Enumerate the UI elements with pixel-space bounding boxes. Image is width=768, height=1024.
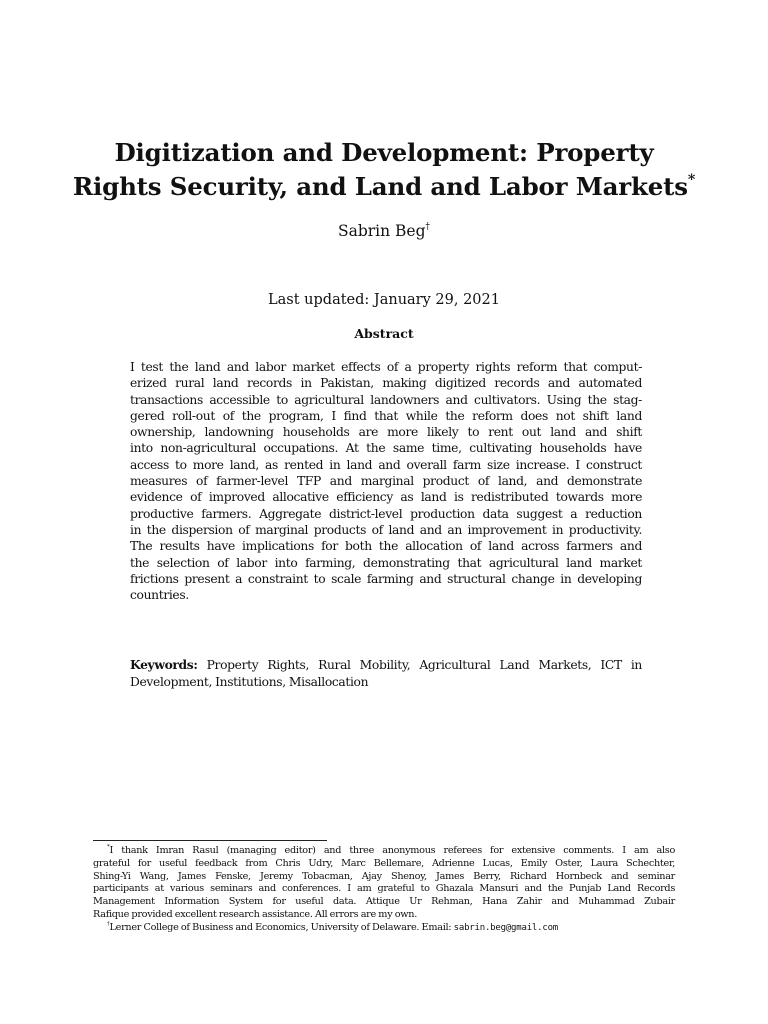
title-footnote-mark[interactable]: * <box>687 171 696 188</box>
footnotes <box>93 845 675 935</box>
abstract-line: into non-agricultural occupations. At the same time, cultivating households have <box>130 441 642 456</box>
abstract-line: ownership, landowning households are more likely to rent out land and shift <box>130 425 642 440</box>
title-line-2 <box>60 170 708 204</box>
footnote-1-text: I thank Imran Rasul (managing editor) and three anonymous referees for extensive comments. I am also <box>109 845 675 856</box>
keywords-text-1: Property Rights, Rural Mobility, Agricultural Land Markets, ICT in <box>206 658 643 672</box>
abstract-line: countries. <box>130 588 189 603</box>
abstract-line: I test the land and labor market effects of a property rights reform that comput- <box>130 360 642 374</box>
abstract-line: The results have implications for both the allocation of land across farmers and <box>130 539 642 554</box>
footnote-1-line: grateful for useful feedback from Chris Udry, Marc Bellemare, Adrienne Lucas, Emily Oster, Laura Schechter, <box>93 857 675 869</box>
abstract-body <box>130 359 642 603</box>
abstract-line: gered roll-out of the program, I find that while the reform does not shift land <box>130 408 642 423</box>
paper-title <box>60 136 708 204</box>
keywords-line-1 <box>130 656 642 674</box>
abstract-line: measures of farmer-level TFP and marginal product of land, and demonstrate <box>130 474 642 489</box>
abstract-line: the selection of labor into farming, demonstrating that agricultural land market <box>130 555 642 570</box>
abstract-line: in the dispersion of marginal products of land and an improvement in productivity. <box>130 522 642 537</box>
footnote-divider <box>93 840 327 841</box>
footnote-1-mark: * <box>107 843 110 850</box>
footnote-1-line: participants at various seminars and conferences. I am grateful to Ghazala Mansuri and the Punjab Land Records <box>93 883 675 895</box>
author-name: Sabrin Beg <box>337 222 426 240</box>
footnote-1-line: Management Information System for useful data. Attique Ur Rehman, Hana Zahir and Muhammad Zubair <box>93 896 675 908</box>
abstract-line: erized rural land records in Pakistan, making digitized records and automated <box>130 376 642 391</box>
author-footnote-mark[interactable]: † <box>425 221 431 232</box>
abstract-line: productive farmers. Aggregate district-level production data suggest a reduction <box>130 506 642 521</box>
footnote-1-line <box>93 845 675 858</box>
author <box>0 221 768 241</box>
title-line-2-text: Rights Security, and Land and Labor Markets <box>72 172 688 201</box>
footnote-2-line <box>93 922 675 935</box>
abstract-heading: Abstract <box>354 326 414 341</box>
footnote-2-text: Lerner College of Business and Economics, University of Delaware. Email: <box>109 921 454 933</box>
keywords <box>130 656 642 691</box>
abstract-line: transactions accessible to agricultural landowners and cultivators. Using the stag- <box>130 392 642 407</box>
title-line-1: Digitization and Development: Property <box>114 138 654 167</box>
footnote-2-mark: † <box>107 920 110 927</box>
footnote-1-line: Shing-Yi Wang, James Fenske, Jeremy Tobacman, Ajay Shenoy, James Berry, Richard Hornbeck and seminar <box>93 870 675 882</box>
abstract-line: evidence of improved allocative efficiency as land is redistributed towards more <box>130 490 642 505</box>
keywords-line-2: Development, Institutions, Misallocation <box>130 675 369 689</box>
last-updated-date: Last updated: January 29, 2021 <box>268 292 500 308</box>
footnote-1-line: Rafique provided excellent research assistance. All errors are my own. <box>93 908 417 920</box>
author-email-link[interactable]: sabrin.beg@gmail.com <box>453 922 559 933</box>
keywords-label: Keywords: <box>130 657 198 672</box>
abstract-line: access to more land, as rented in land and overall farm size increase. I construct <box>130 457 642 472</box>
abstract-line: frictions present a constraint to scale farming and structural change in developing <box>130 571 642 586</box>
